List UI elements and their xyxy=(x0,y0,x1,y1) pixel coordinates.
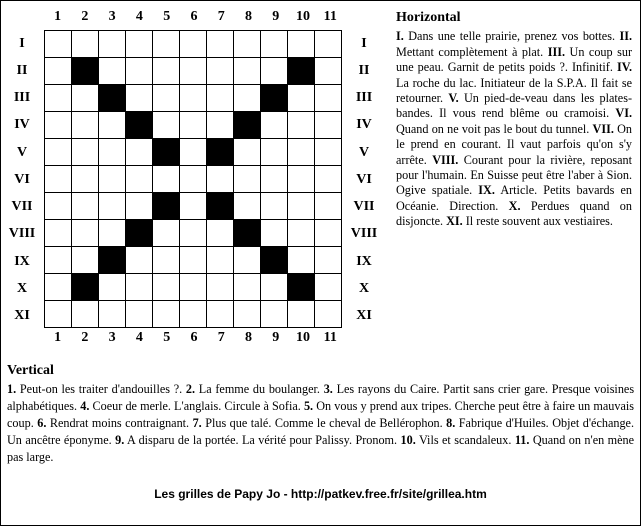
grid-cell[interactable] xyxy=(315,193,342,220)
grid-cell-black xyxy=(261,247,288,274)
grid-cell[interactable] xyxy=(180,112,207,139)
grid-cell-black xyxy=(207,139,234,166)
grid-cell[interactable] xyxy=(288,112,315,139)
grid-cell[interactable] xyxy=(234,301,261,328)
grid-cell-black xyxy=(207,193,234,220)
column-number: 5 xyxy=(163,330,171,345)
row-numeral: V xyxy=(358,144,370,160)
grid-cell[interactable] xyxy=(99,112,126,139)
grid-cell[interactable] xyxy=(207,220,234,247)
clue-number: 4. xyxy=(80,399,90,413)
column-number: 11 xyxy=(323,9,337,24)
grid-cell[interactable] xyxy=(288,193,315,220)
grid-cell[interactable] xyxy=(99,274,126,301)
row-numeral: VII xyxy=(353,199,375,215)
grid-cell[interactable] xyxy=(153,274,180,301)
row-numerals-left xyxy=(2,30,42,330)
grid-cell[interactable] xyxy=(234,85,261,112)
grid-cell[interactable] xyxy=(261,193,288,220)
grid-cell[interactable] xyxy=(72,139,99,166)
clue-text: Vils et scandaleux. xyxy=(418,433,512,447)
row-numeral: I xyxy=(361,35,367,51)
grid-cell[interactable] xyxy=(315,31,342,58)
column-number: 4 xyxy=(135,330,143,345)
clue-number: 1. xyxy=(7,382,17,396)
clue-number: 5. xyxy=(303,399,314,413)
horizontal-clues xyxy=(396,10,632,230)
clue-number: V. xyxy=(448,91,459,106)
grid-cell[interactable] xyxy=(153,301,180,328)
clue-text: Les rayons du Caire. Partit sans crier gare. Presque voisines alphabétiques. xyxy=(7,382,635,413)
column-number: 2 xyxy=(81,330,89,345)
grid-cell[interactable] xyxy=(288,247,315,274)
row-numeral: VIII xyxy=(350,226,378,242)
crossword-grid xyxy=(44,30,342,328)
row-numeral: VIII xyxy=(8,226,36,242)
row-numeral: IV xyxy=(14,117,30,133)
grid-cell[interactable] xyxy=(180,31,207,58)
row-numeral: XI xyxy=(356,308,372,324)
grid-cell[interactable] xyxy=(45,85,72,112)
grid-cell[interactable] xyxy=(180,85,207,112)
grid-cell[interactable] xyxy=(315,274,342,301)
column-number: 6 xyxy=(190,9,198,24)
row-numeral: IX xyxy=(356,253,372,269)
grid-cell[interactable] xyxy=(207,31,234,58)
column-number: 8 xyxy=(244,9,252,24)
grid-cell[interactable] xyxy=(45,274,72,301)
grid-cell[interactable] xyxy=(153,247,180,274)
grid-cell[interactable] xyxy=(261,274,288,301)
row-numeral: II xyxy=(358,62,370,78)
grid-cell[interactable] xyxy=(153,220,180,247)
grid-cell[interactable] xyxy=(288,139,315,166)
grid-cell[interactable] xyxy=(261,112,288,139)
grid-cell[interactable] xyxy=(288,301,315,328)
grid-cell[interactable] xyxy=(153,112,180,139)
grid-cell-black xyxy=(126,220,153,247)
grid-cell[interactable] xyxy=(261,301,288,328)
grid-cell[interactable] xyxy=(180,274,207,301)
grid-cell[interactable] xyxy=(99,58,126,85)
horizontal-clue-list xyxy=(396,29,632,229)
grid-cell[interactable] xyxy=(126,247,153,274)
grid-cell[interactable] xyxy=(234,139,261,166)
grid-cell[interactable] xyxy=(207,85,234,112)
grid-cell[interactable] xyxy=(99,193,126,220)
clue-number: VII. xyxy=(592,121,614,136)
clue-text: Fabrique d'Huiles. Objet d'échange. Un ancêtre éponyme. xyxy=(7,416,634,447)
grid-cell[interactable] xyxy=(234,193,261,220)
clue-text: Perdues quand on disjoncte. xyxy=(396,198,632,229)
grid-cell-black xyxy=(288,274,315,301)
grid-cell[interactable] xyxy=(180,247,207,274)
clue-number: VIII. xyxy=(432,152,459,167)
grid-cell[interactable] xyxy=(45,139,72,166)
grid-cell[interactable] xyxy=(180,220,207,247)
grid-cell[interactable] xyxy=(153,31,180,58)
clue-number: 10. xyxy=(400,433,416,447)
grid-cell[interactable] xyxy=(288,31,315,58)
grid-cell[interactable] xyxy=(45,220,72,247)
grid-cell[interactable] xyxy=(72,301,99,328)
grid-cell[interactable] xyxy=(72,85,99,112)
grid-cell[interactable] xyxy=(72,166,99,193)
clue-text: La roche du lac. Initiateur de la S.P.A. Il fait se retourner. xyxy=(396,75,632,106)
grid-cell[interactable] xyxy=(207,58,234,85)
clue-number: X. xyxy=(508,198,521,213)
grid-cell[interactable] xyxy=(315,166,342,193)
grid-cell[interactable] xyxy=(315,220,342,247)
clue-number: 7. xyxy=(192,416,202,430)
column-number: 11 xyxy=(323,330,337,345)
clue-text: Mettant complètement à plat. xyxy=(396,44,544,59)
clue-text: Coeur de merle. L'anglais. Circule à Sofia. xyxy=(92,399,301,413)
row-numeral: V xyxy=(16,144,28,160)
grid-cell[interactable] xyxy=(288,166,315,193)
grid-cell[interactable] xyxy=(72,193,99,220)
column-number: 8 xyxy=(244,330,252,345)
grid-cell[interactable] xyxy=(207,166,234,193)
column-number: 10 xyxy=(296,9,311,24)
grid-cell-black xyxy=(99,247,126,274)
clue-text: Dans une telle prairie, prenez vos bottes. xyxy=(408,29,615,44)
grid-cell[interactable] xyxy=(315,85,342,112)
clue-text: Un pied-de-veau dans les plates-bandes. Il vous rend blême ou cramoisi. xyxy=(396,91,633,121)
clue-text: Plus que talé. Comme le cheval de Bellérophon. xyxy=(205,416,443,430)
column-number: 7 xyxy=(217,9,225,24)
grid-cell-black xyxy=(126,112,153,139)
grid-cell[interactable] xyxy=(45,301,72,328)
row-numeral: III xyxy=(13,90,31,106)
grid-cell-black xyxy=(72,274,99,301)
grid-cell-black xyxy=(72,58,99,85)
clue-number: III. xyxy=(547,44,565,59)
column-numbers-bottom xyxy=(44,330,344,346)
clue-number: II. xyxy=(619,29,632,44)
grid-cell[interactable] xyxy=(153,85,180,112)
grid-cell-black xyxy=(234,112,261,139)
clue-text: Article. Petits bavards en Océanie. Direction. xyxy=(396,183,633,213)
grid-cell[interactable] xyxy=(261,31,288,58)
row-numeral: VI xyxy=(14,171,30,187)
grid-cell[interactable] xyxy=(288,85,315,112)
clue-text: Un coup sur une peau. Garnit de petits poids ?. Infinitif. xyxy=(396,44,633,75)
vertical-title: Vertical xyxy=(7,363,54,378)
column-number: 10 xyxy=(296,330,311,345)
grid-cell[interactable] xyxy=(234,31,261,58)
grid-cell[interactable] xyxy=(207,274,234,301)
grid-cell[interactable] xyxy=(180,301,207,328)
clue-number: I. xyxy=(396,29,404,44)
grid-cell[interactable] xyxy=(180,139,207,166)
grid-cell[interactable] xyxy=(72,112,99,139)
grid-cell[interactable] xyxy=(126,85,153,112)
row-numeral: VI xyxy=(356,171,372,187)
clue-number: 8. xyxy=(446,416,456,430)
column-number: 6 xyxy=(190,330,198,345)
grid-cell[interactable] xyxy=(126,274,153,301)
grid-cell[interactable] xyxy=(45,193,72,220)
clue-text: A disparu de la portée. La vérité pour Palissy. Pronom. xyxy=(127,433,398,447)
column-number: 9 xyxy=(272,9,280,24)
clue-number: XI. xyxy=(446,214,463,229)
grid-cell[interactable] xyxy=(126,139,153,166)
grid-cell[interactable] xyxy=(180,58,207,85)
grid-cell[interactable] xyxy=(261,58,288,85)
row-numeral: X xyxy=(358,281,370,297)
grid-cell[interactable] xyxy=(180,193,207,220)
grid-cell[interactable] xyxy=(99,31,126,58)
grid-cell[interactable] xyxy=(126,31,153,58)
row-numeral: XI xyxy=(14,308,30,324)
clue-text: Courant pour la rivière, reposant pour l'humain. En Suisse peut être l'aber à Sion. Ogive spatiale. xyxy=(396,152,632,198)
row-numeral: III xyxy=(355,90,373,106)
grid-cell[interactable] xyxy=(126,193,153,220)
row-numeral: X xyxy=(16,281,28,297)
grid-cell[interactable] xyxy=(234,247,261,274)
clue-text: On le prend en courant. Il vaut parfois qu'on s'y arrête. xyxy=(396,121,632,167)
grid-cell[interactable] xyxy=(126,166,153,193)
horizontal-title: Horizontal xyxy=(396,10,461,25)
grid-cell[interactable] xyxy=(72,31,99,58)
grid-cell[interactable] xyxy=(72,247,99,274)
clue-number: VI. xyxy=(615,106,632,121)
grid-cell[interactable] xyxy=(315,301,342,328)
grid-cell-black xyxy=(288,58,315,85)
grid-cell[interactable] xyxy=(234,58,261,85)
column-number: 5 xyxy=(163,9,171,24)
clue-number: IX. xyxy=(478,183,495,198)
clue-text: On vous y prend aux tripes. Cherche peut être à faire un mauvais coup. xyxy=(7,399,634,430)
grid-cell[interactable] xyxy=(315,247,342,274)
vertical-clues xyxy=(7,362,634,466)
grid-cell[interactable] xyxy=(99,139,126,166)
column-number: 7 xyxy=(217,330,225,345)
row-numeral: IX xyxy=(14,253,30,269)
grid-cell[interactable] xyxy=(126,58,153,85)
row-numerals-right xyxy=(346,30,382,330)
grid-cell[interactable] xyxy=(45,166,72,193)
clue-number: 9. xyxy=(115,433,125,447)
grid-cell[interactable] xyxy=(45,31,72,58)
clue-text: Il reste souvent aux vestiaires. xyxy=(465,214,613,229)
grid-cell[interactable] xyxy=(99,301,126,328)
grid-cell[interactable] xyxy=(126,301,153,328)
grid-cell[interactable] xyxy=(72,220,99,247)
clue-text: La femme du boulanger. xyxy=(198,382,320,396)
grid-cell[interactable] xyxy=(315,112,342,139)
grid-cell[interactable] xyxy=(315,58,342,85)
grid-cell[interactable] xyxy=(153,58,180,85)
grid-cell-black xyxy=(153,139,180,166)
row-numeral: I xyxy=(19,35,25,51)
grid-cell-black xyxy=(153,193,180,220)
grid-cell[interactable] xyxy=(288,220,315,247)
grid-cell[interactable] xyxy=(99,220,126,247)
row-numeral: II xyxy=(16,62,28,78)
grid-cell[interactable] xyxy=(261,166,288,193)
grid-cell[interactable] xyxy=(207,301,234,328)
column-number: 1 xyxy=(54,9,62,24)
grid-cell-black xyxy=(99,85,126,112)
grid-cell[interactable] xyxy=(45,112,72,139)
grid-cell[interactable] xyxy=(261,139,288,166)
grid-cell-black xyxy=(234,220,261,247)
grid-cell[interactable] xyxy=(153,166,180,193)
grid-cell[interactable] xyxy=(99,166,126,193)
column-number: 2 xyxy=(81,9,89,24)
clue-text: Quand on n'en mène pas large. xyxy=(7,433,635,464)
clue-number: 2. xyxy=(185,382,196,396)
row-numeral: IV xyxy=(356,117,372,133)
grid-cell[interactable] xyxy=(207,247,234,274)
clue-text: Quand on ne voit pas le bout du tunnel. xyxy=(396,121,590,136)
grid-cell[interactable] xyxy=(261,220,288,247)
grid-cell[interactable] xyxy=(315,139,342,166)
grid-cell[interactable] xyxy=(45,58,72,85)
footer-credit: Les grilles de Papy Jo - http://patkev.free.fr/site/grillea.htm xyxy=(154,487,487,501)
column-number: 9 xyxy=(272,330,280,345)
clue-text: Peut-on les traiter d'andouilles ?. xyxy=(19,382,183,396)
grid-cell-black xyxy=(261,85,288,112)
clue-text: Rendrat moins contraignant. xyxy=(49,416,190,430)
grid-cell[interactable] xyxy=(207,112,234,139)
column-number: 3 xyxy=(108,330,116,345)
column-number: 1 xyxy=(54,330,62,345)
clue-number: 11. xyxy=(514,433,530,447)
column-number: 4 xyxy=(135,9,143,24)
clue-number: IV. xyxy=(616,60,633,75)
grid-cell[interactable] xyxy=(234,166,261,193)
column-number: 3 xyxy=(108,9,116,24)
column-numbers-top xyxy=(44,9,344,25)
grid-cell[interactable] xyxy=(45,247,72,274)
grid-cell[interactable] xyxy=(234,274,261,301)
vertical-clue-list xyxy=(7,381,634,466)
clue-number: 6. xyxy=(37,416,47,430)
grid-cell[interactable] xyxy=(180,166,207,193)
row-numeral: VII xyxy=(11,199,33,215)
clue-number: 3. xyxy=(323,382,333,396)
